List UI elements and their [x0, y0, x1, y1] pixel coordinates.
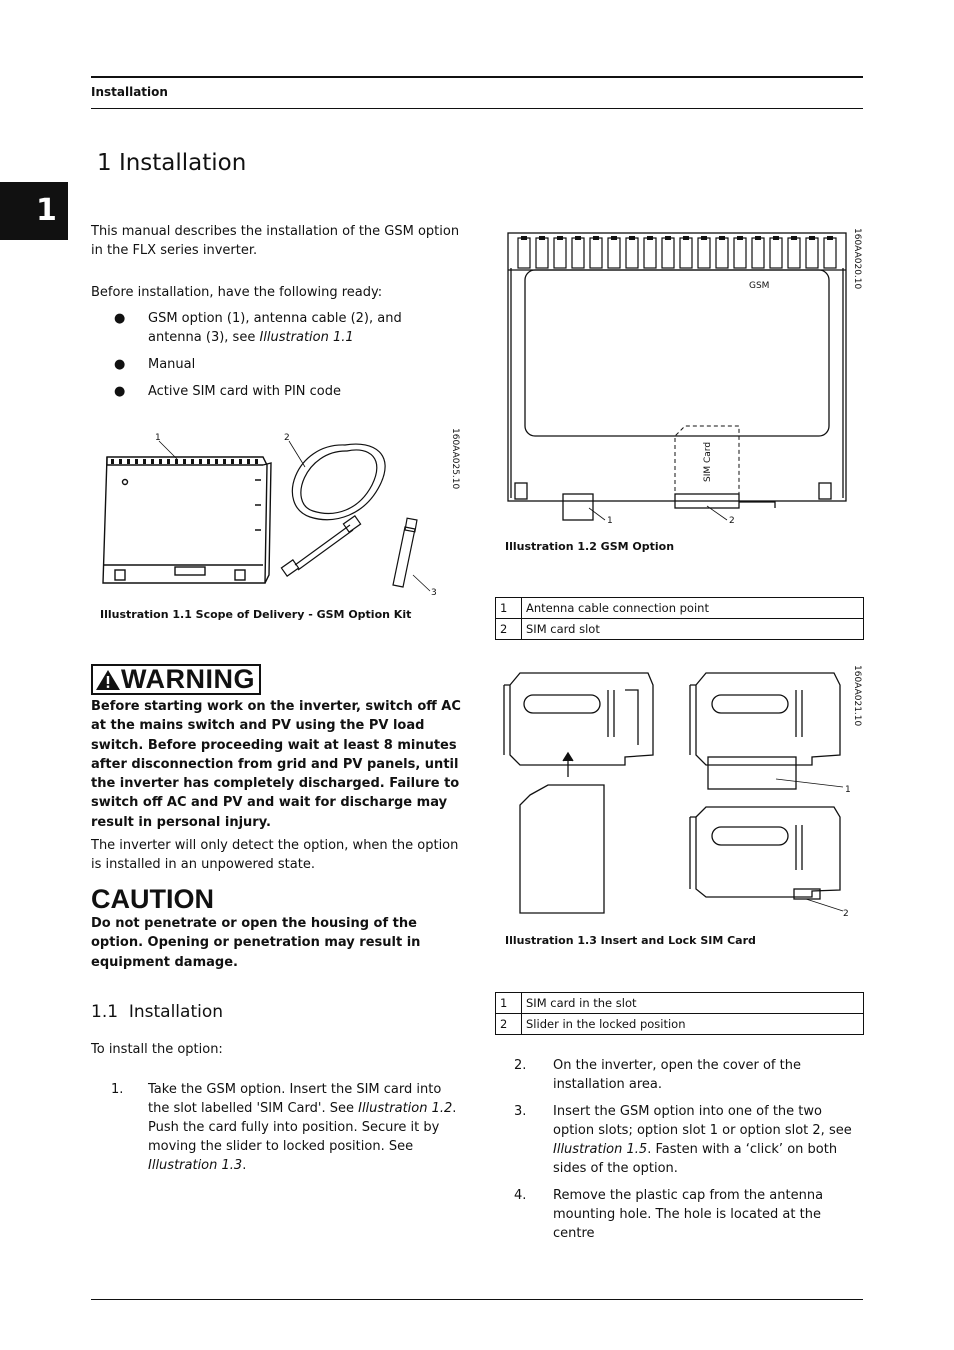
table-row	[496, 1014, 864, 1035]
table-cell: 1	[496, 598, 522, 619]
header-top-rule	[91, 76, 863, 78]
table-cell: SIM card in the slot	[522, 993, 864, 1014]
table-cell: 2	[496, 1014, 522, 1035]
illustration-caption: Illustration 1.2 GSM Option	[505, 540, 675, 553]
bullet-item: ● GSM option (1), antenna cable (2), and antenna (3), see Illustration 1.1	[114, 311, 402, 345]
table-cell: Antenna cable connection point	[522, 598, 864, 619]
table-row	[496, 619, 864, 640]
footer-rule	[91, 1299, 863, 1300]
warning-label: WARNING	[91, 664, 261, 695]
callout-2: 2	[843, 909, 849, 919]
illustration-code: 160AA021.10	[852, 665, 862, 727]
legend-table	[495, 992, 864, 1035]
step-text: Remove the plastic cap from the antenna mounting hole. The hole is located at the centre	[553, 1188, 824, 1241]
callout-2: 2	[284, 433, 290, 443]
step-number: 4.	[514, 1188, 527, 1203]
bullet-icon: ●	[114, 384, 126, 399]
callout-1: 1	[155, 433, 161, 443]
step-number: 2.	[514, 1058, 527, 1073]
illustration-code: 160AA025.10	[450, 428, 460, 490]
sim-card-label: SIM Card	[703, 441, 713, 482]
table-cell: SIM card slot	[522, 619, 864, 640]
illustration-sim-insert	[500, 665, 850, 927]
table-row	[496, 993, 864, 1014]
bullet-icon: ●	[114, 357, 126, 372]
gsm-label: GSM	[749, 281, 770, 291]
caution-label: CAUTION	[91, 884, 214, 914]
step-text: On the inverter, open the cover of the installation area.	[553, 1058, 801, 1092]
warning-triangle-icon	[95, 669, 121, 691]
illustration-code: 160AA020.10	[852, 228, 862, 290]
section-intro: To install the option:	[91, 1042, 223, 1057]
illustration-caption: Illustration 1.3 Insert and Lock SIM Card	[505, 934, 756, 947]
detect-note: The inverter will only detect the option, when the option is installed in an unpowered state.	[91, 838, 459, 872]
caution-text: Do not penetrate or open the housing of the option. Opening or penetration may result in equipment damage.	[91, 916, 421, 970]
ready-paragraph: Before installation, have the following ready:	[91, 285, 383, 300]
bullet-item: ● Manual	[114, 357, 196, 372]
chapter-tab: 1	[0, 182, 68, 240]
table-cell: Slider in the locked position	[522, 1014, 864, 1035]
table-cell: 2	[496, 619, 522, 640]
callout-2: 2	[729, 516, 735, 526]
legend-table	[495, 597, 864, 640]
bullet-item: ● Active SIM card with PIN code	[114, 384, 341, 399]
running-header: Installation	[91, 85, 168, 99]
page-title: 1 Installation	[97, 150, 247, 176]
header-bottom-rule	[91, 108, 863, 109]
illustration-caption: Illustration 1.1 Scope of Delivery - GSM Option Kit	[100, 608, 412, 621]
intro-paragraph: This manual describes the installation of the GSM option in the FLX series inverter.	[91, 224, 460, 258]
callout-1: 1	[845, 785, 851, 795]
table-cell: 1	[496, 993, 522, 1014]
step-number: 1.	[111, 1082, 124, 1097]
step-text: Insert the GSM option into one of the two option slots; option slot 1 or option slot 2, see Illustration 1.5. Fasten with a ‘click’ on both sides of the option.	[553, 1104, 852, 1176]
callout-1: 1	[607, 516, 613, 526]
bullet-icon: ●	[114, 311, 126, 326]
illustration-gsm-option	[505, 228, 850, 533]
warning-text: Before starting work on the inverter, switch off AC at the mains switch and PV using the PV load switch. Before proceeding wait at least 8 minutes after disconnection from grid and PV panels, until the inverter has completely discharged. Failure to switch off AC and PV and wait for discharge may result in personal injury.	[91, 699, 461, 830]
callout-3: 3	[431, 588, 437, 598]
section-heading: 1.1 Installation	[91, 1002, 224, 1022]
step-number: 3.	[514, 1104, 527, 1119]
illustration-gsm-kit	[95, 425, 465, 605]
table-row	[496, 598, 864, 619]
step-text: Take the GSM option. Insert the SIM card into the slot labelled 'SIM Card'. See Illustration 1.2. Push the card fully into position. Secure it by moving the slider to locked position. See Illustration 1.3.	[148, 1082, 457, 1173]
